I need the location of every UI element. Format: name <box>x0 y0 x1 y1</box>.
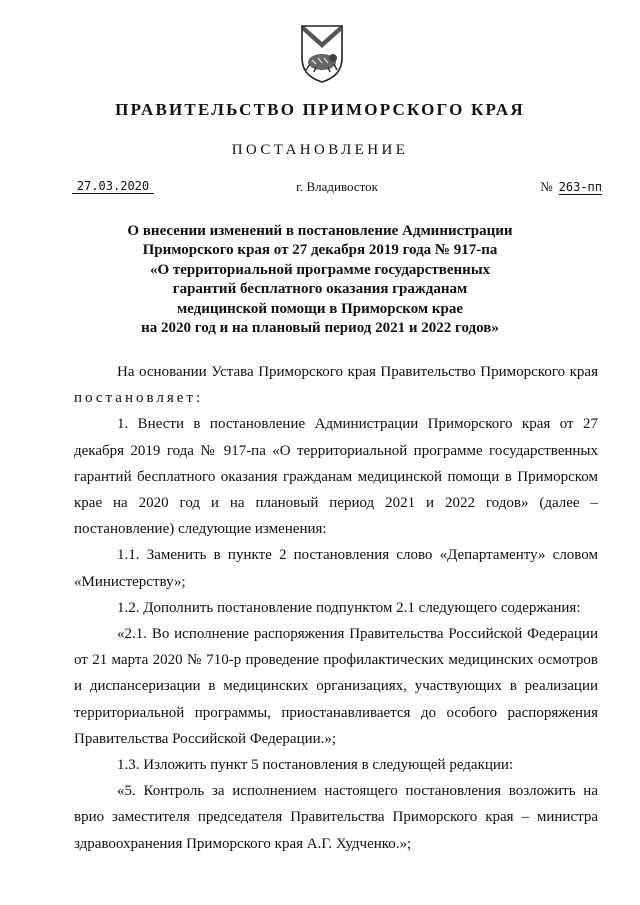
paragraph-2-1-quote: «2.1. Во исполнение распоряжения Правительства Российской Федерации от 21 марта 2020 № 710-р проведение профилактических медицинских осмотров и диспансеризации в медицинских организациях, участвующих в реализации территориальной программы, приостанавливается до особого распоряжения Правительства Российской Федерации.»; <box>74 626 598 747</box>
paragraph-1-3: 1.3. Изложить пункт 5 постановления в следующей редакции: <box>117 757 514 774</box>
document-number: 263-пп <box>558 180 602 194</box>
document-meta <box>72 179 602 199</box>
document-number-block <box>540 179 602 195</box>
document-date: 27.03.2020 <box>72 179 154 194</box>
document-type: ПОСТАНОВЛЕНИЕ <box>231 142 409 158</box>
intro-text: На основании Устава Приморского края Правительство Приморского края <box>117 364 598 380</box>
number-sign: № <box>540 179 553 194</box>
paragraph-1-1: 1.1. Заменить в пункте 2 постановления слово «Департаменту» словом «Министерству»; <box>74 547 598 590</box>
heading-line: на 2020 год и на плановый период 2021 и 2022 годов» <box>141 320 499 337</box>
document-body <box>74 359 598 857</box>
heading-line: Приморского края от 27 декабря 2019 года № 917-па <box>142 242 498 259</box>
primorsky-krai-coat-of-arms-icon <box>298 22 346 84</box>
government-title: ПРАВИТЕЛЬСТВО ПРИМОРСКОГО КРАЯ <box>115 100 525 119</box>
heading-line: медицинской помощи в Приморском крае <box>176 300 464 317</box>
paragraph-1: 1. Внести в постановление Администрации Приморского края от 27 декабря 2019 года № 917-па «О территориальной программе государственных гарантий бесплатного оказания гражданам медицинской помощи в Приморском крае на 2020 год и на плановый период 2021 и 2022 годов» (далее – постановление) следующие изменения: <box>74 416 598 538</box>
paragraph-1-2: 1.2. Дополнить постановление подпунктом 2.1 следующего содержания: <box>117 599 581 616</box>
city: г. Владивосток <box>296 179 378 194</box>
paragraph-5-quote: «5. Контроль за исполнением настоящего постановления возложить на врио заместителя председателя Правительства Приморского края – министра здравоохранения Приморского края А.Г. Худченко.»; <box>74 783 598 852</box>
document-heading <box>70 222 570 338</box>
resolves-word: постановляет: <box>74 390 204 407</box>
heading-line: «О территориальной программе государственных <box>149 261 491 278</box>
heading-line: О внесении изменений в постановление Администрации <box>127 223 513 239</box>
intro-paragraph <box>74 359 598 411</box>
heading-line: гарантий бесплатного оказания гражданам <box>172 281 468 298</box>
